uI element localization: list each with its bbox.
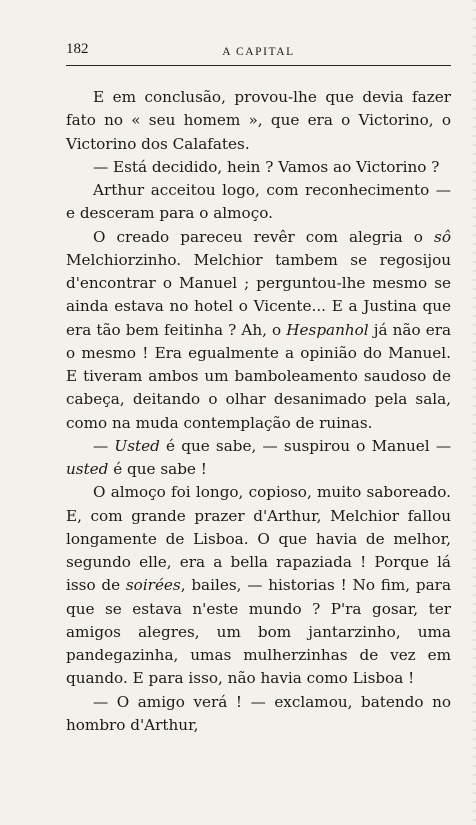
text-run: O almoço foi longo, copioso, muito saboreado. E, com grande prazer d'Arthur, Melchior fallou longamente de Lisboa. O que havia de melhor, segundo elle, era a bella rapaziada ! Porque lá isso de — [66, 483, 451, 595]
running-title: A CAPITAL — [222, 46, 295, 58]
text-run: , bailes, — historias ! No fim, para que se estava n'este mundo ? P'ra gosar, ter amigos alegres, um bom jantarzinho, uma pandegazinha, umas mulherzinhas de vez em quando. E para isso, não havia como Lisboa ! — [66, 576, 451, 688]
text-run: Arthur acceitou logo, com reconhecimento — e desceram para o almoço. — [66, 181, 451, 223]
paragraph — [66, 481, 451, 690]
paragraph — [66, 179, 451, 226]
paragraph — [66, 226, 451, 435]
text-run: já não era o mesmo ! Era egualmente a opinião do Manuel. E tiveram ambos um bamboleamento saudoso de cabeça, deitando o olhar desanimado pela sala, como na muda contemplação de ruinas. — [66, 320, 452, 432]
italic-run: usted — [66, 460, 109, 478]
text-run: é que sabe, — suspirou o Manuel — — [159, 436, 452, 455]
text-run: Melchiorzinho. Melchior tambem se regosijou d'encontrar o Manuel ; perguntou-lhe mesmo se ainda estava no hotel o Vicente... E a Justina que era tão bem feitinha ? Ah, o — [66, 250, 451, 339]
italic-run: sô — [434, 227, 451, 246]
header-rule — [66, 65, 451, 66]
paragraph — [66, 691, 451, 738]
body-text — [66, 86, 451, 737]
italic-run: Hespanhol — [286, 320, 369, 339]
italic-run: Usted — [114, 436, 160, 455]
italic-run: soirées — [125, 576, 181, 595]
paragraph — [66, 86, 451, 156]
text-run: O creado pareceu revêr com alegria o — [93, 227, 435, 246]
text-run: — O amigo verá ! — exclamou, batendo no hombro d'Arthur, — [66, 692, 451, 734]
text-run: é que sabe ! — [108, 460, 207, 478]
text-run: — Está decidido, hein ? Vamos ao Victorino ? — [93, 157, 440, 176]
page-number: 182 — [66, 41, 89, 57]
text-run: E em conclusão, provou-lhe que devia fazer fato no « seu homem », que era o Victorino, o Victorino dos Calafates. — [66, 88, 451, 153]
paragraph — [66, 156, 451, 179]
page-header — [66, 41, 451, 65]
text-run: — — [93, 436, 115, 455]
paragraph — [66, 435, 451, 482]
